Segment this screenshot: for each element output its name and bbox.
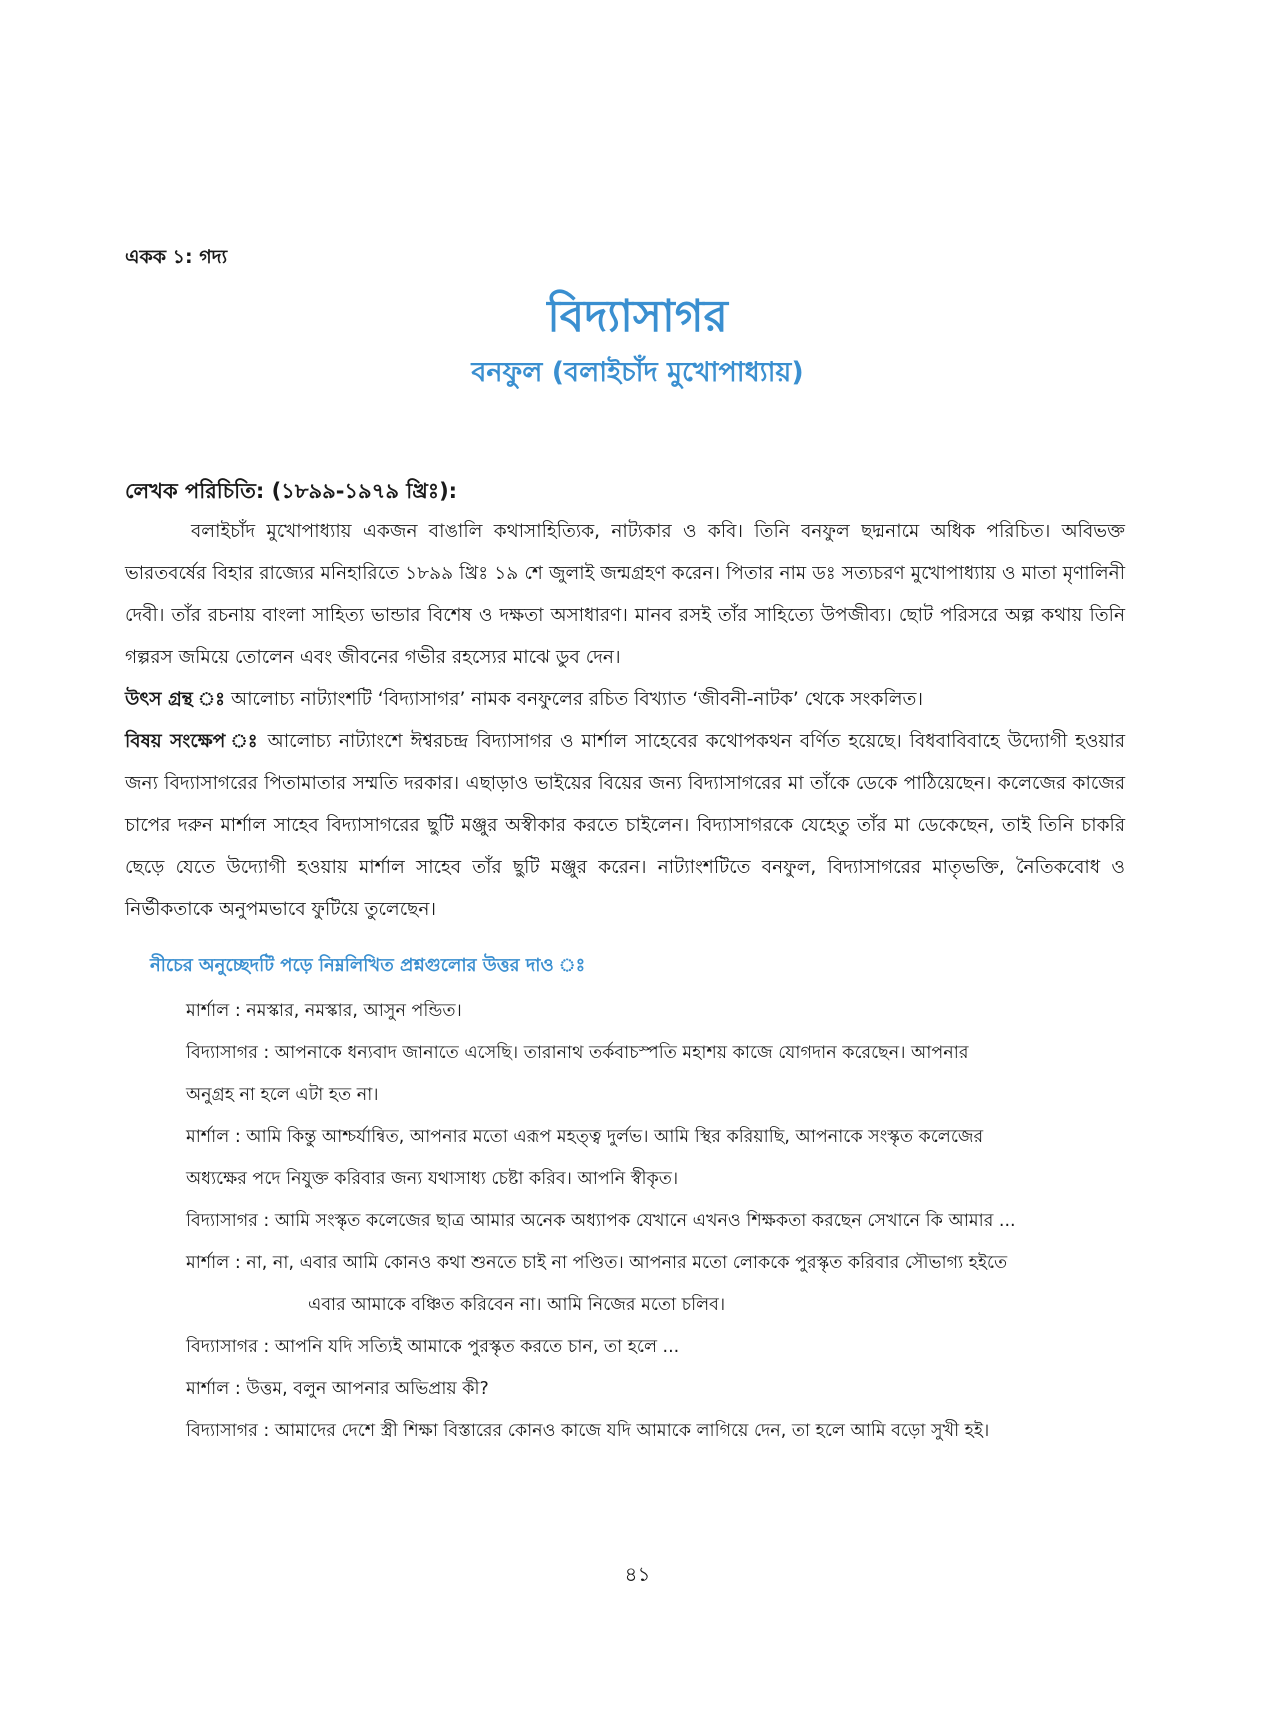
dialogue-line: বিদ্যাসাগর : আমি সংস্কৃত কলেজের ছাত্র আমার অনেক অধ্যাপক যেখানে এখনও শিক্ষকতা করছেন সেখানে কি আমার ... bbox=[186, 1211, 1016, 1231]
author-subtitle: বনফুল (বলাইচাঁদ মুখোপাধ্যায়) bbox=[471, 357, 804, 388]
source-text: আলোচ্য নাট্যাংশটি ‘বিদ্যাসাগর’ নামক বনফুলের রচিত বিখ্যাত ‘জীবনী-নাটক’ থেকে সংকলিত। bbox=[230, 689, 924, 710]
summary-paragraph bbox=[125, 721, 1125, 931]
unit-label: একক ১: গদ্য bbox=[125, 246, 228, 268]
summary-label: বিষয় সংক্ষেপ ঃ bbox=[125, 731, 260, 752]
dialogue-line: মার্শাল : না, না, এবার আমি কোনও কথা শুনতে চাই না পণ্ডিত। আপনার মতো লোককে পুরস্কৃত করিবার সৌভাগ্য হইতে bbox=[186, 1253, 1008, 1273]
author-intro-heading: লেখক পরিচিতি: (১৮৯৯-১৯৭৯ খ্রিঃ): bbox=[125, 479, 458, 503]
source-paragraph bbox=[125, 679, 1125, 721]
page-title: বিদ্যাসাগর bbox=[547, 291, 728, 342]
source-label: উৎস গ্রন্থ ঃ bbox=[125, 689, 226, 710]
author-intro-text: বলাইচাঁদ মুখোপাধ্যায় একজন বাঙালি কথাসাহিত্যিক, নাট্যকার ও কবি। তিনি বনফুল ছদ্মনামে অধিক পরিচিত। অবিভক্ত ভারতবর্ষের বিহার রাজ্যের মনিহারিতে ১৮৯৯ খ্রিঃ ১৯ শে জুলাই জন্মগ্রহণ করেন। পিতার নাম ডঃ সত্যচরণ মুখোপাধ্যায় ও মাতা মৃণালিনী দেবী। তাঁর রচনায় বাংলা সাহিত্য ভান্ডার বিশেষ ও দক্ষতা অসাধারণ। মানব রসই তাঁর সাহিত্যে উপজীব্য। ছোট পরিসরে অল্প কথায় তিনি গল্পরস জমিয়ে তোলেন এবং জীবনের গভীর রহস্যের মাঝে ডুব দেন। bbox=[125, 521, 1125, 668]
dialogue-line: বিদ্যাসাগর : আপনাকে ধন্যবাদ জানাতে এসেছি। তারানাথ তর্কবাচস্পতি মহাশয় কাজে যোগদান করেছেন। আপনার bbox=[186, 1043, 969, 1063]
dialogue-line: অধ্যক্ষের পদে নিযুক্ত করিবার জন্য যথাসাধ্য চেষ্টা করিব। আপনি স্বীকৃত। bbox=[186, 1169, 679, 1189]
summary-text: আলোচ্য নাট্যাংশে ঈশ্বরচন্দ্র বিদ্যাসাগর ও মার্শাল সাহেবের কথোপকথন বর্ণিত হয়েছে। বিধবাবিবাহে উদ্যোগী হওয়ার জন্য বিদ্যাসাগরের পিতামাতার সম্মতি দরকার। এছাড়াও ভাইয়ের বিয়ের জন্য বিদ্যাসাগরের মা তাঁকে ডেকে পাঠিয়েছেন। কলেজের কাজের চাপের দরুন মার্শাল সাহেব বিদ্যাসাগরের ছুটি মঞ্জুর অস্বীকার করতে চাইলেন। বিদ্যাসাগরকে যেহেতু তাঁর মা ডেকেছেন, তাই তিনি চাকরি ছেড়ে যেতে উদ্যোগী হওয়ায় মার্শাল সাহেব তাঁর ছুটি মঞ্জুর করেন। নাট্যাংশটিতে বনফুল, বিদ্যাসাগরের মাতৃভক্তি, নৈতিকবোধ ও নির্ভীকতাকে অনুপমভাবে ফুটিয়ে তুলেছেন। bbox=[125, 731, 1125, 920]
dialogue-line: এবার আমাকে বঞ্চিত করিবেন না। আমি নিজের মতো চলিব। bbox=[308, 1295, 726, 1315]
dialogue-line: মার্শাল : উত্তম, বলুন আপনার অভিপ্রায় কী? bbox=[186, 1379, 489, 1399]
page-number: ৪১ bbox=[624, 1562, 651, 1586]
dialogue-line: মার্শাল : আমি কিন্তু আশ্চর্যান্বিত, আপনার মতো এরূপ মহত্ত্ব দুর্লভ। আমি স্থির করিয়াছি, আপনাকে সংস্কৃত কলেজের bbox=[186, 1127, 984, 1147]
dialogue-line: বিদ্যাসাগর : আপনি যদি সত্যিই আমাকে পুরস্কৃত করতে চান, তা হলে ... bbox=[186, 1337, 680, 1357]
question-instruction: নীচের অনুচ্ছেদটি পড়ে নিম্নলিখিত প্রশ্নগুলোর উত্তর দাও ঃ bbox=[150, 955, 586, 976]
dialogue-line: বিদ্যাসাগর : আমাদের দেশে স্ত্রী শিক্ষা বিস্তারের কোনও কাজে যদি আমাকে লাগিয়ে দেন, তা হলে আমি বড়ো সুখী হই। bbox=[186, 1421, 990, 1441]
dialogue-line: অনুগ্রহ না হলে এটা হত না। bbox=[186, 1085, 379, 1105]
dialogue-line: মার্শাল : নমস্কার, নমস্কার, আসুন পন্ডিত। bbox=[186, 1001, 462, 1021]
